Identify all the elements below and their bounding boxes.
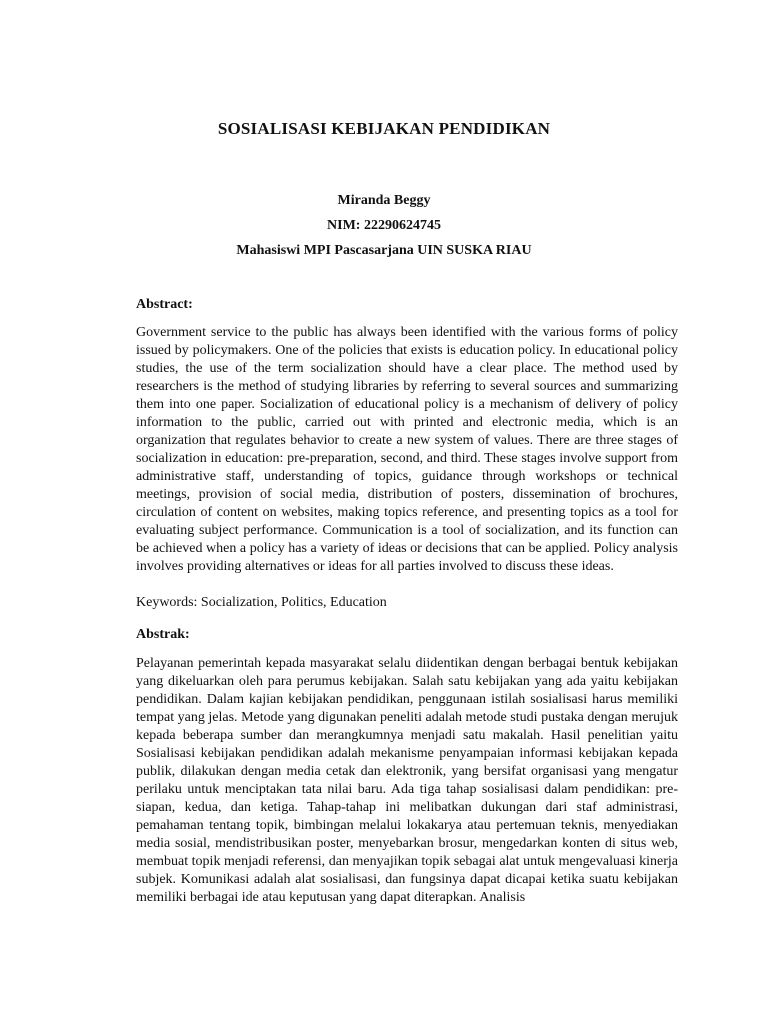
abstract-en-heading: Abstract: [136,297,193,312]
author-nim: NIM: 22290624745 [327,218,441,233]
author-name: Miranda Beggy [337,193,431,208]
paper-title: SOSIALISASI KEBIJAKAN PENDIDIKAN [217,119,551,138]
author-block [0,188,768,263]
abstract-id-body: Pelayanan pemerintah kepada masyarakat selalu diidentikan dengan berbagai bentuk kebijakan yang dikeluarkan oleh para perumus kebijakan. Salah satu kebijakan yang ada yaitu kebijakan pendidikan. Dalam kajian kebijakan pendidikan, penggunaan istilah sosialisasi harus memiliki tempat yang jelas. Metode yang digunakan peneliti adalah metode studi pustaka dengan merujuk kepada beberapa sumber dan merangkumnya menjadi satu makalah. Hasil penelitian yaitu Sosialisasi kebijakan pendidikan adalah mekanisme penyampaian informasi kebijakan kepada publik, dilakukan dengan media cetak dan elektronik, yang bersifat organisasi yang mengatur perilaku untuk menciptakan tata nilai baru. Ada tiga tahap sosialisasi dalam pendidikan: pre-siapan, kedua, dan ketiga. Tahap-tahap ini melibatkan dukungan dari staf administrasi, pemahaman tentang topik, bimbingan melalui lokakarya atau pertemuan teknis, menyediakan media sosial, mendistribusikan poster, menyebarkan brosur, mengedarkan konten di situs web, membuat topik menjadi referensi, dan menyajikan topik sebagai alat untuk mengevaluasi kinerja subjek. Komunikasi adalah alat sosialisasi, dan fungsinya dapat dicapai ketika suatu kebijakan memiliki berbagai ide atau keputusan yang dapat diterapkan. Analisis [136,656,678,905]
abstract-id-heading: Abstrak: [136,627,190,642]
keywords: Keywords: Socialization, Politics, Education [136,595,387,610]
abstract-en-body: Government service to the public has always been identified with the various forms of policy issued by policymakers. One of the policies that exists is education policy. In educational policy studies, the use of the term socialization should have a clear place. The method used by researchers is the method of studying libraries by referring to several sources and summarizing them into one paper. Socialization of educational policy is a mechanism of delivery of policy information to the public, carried out with printed and electronic media, which is an organization that regulates behavior to create a new system of values. There are three stages of socialization in education: pre-preparation, second, and third. These stages involve support from administrative staff, understanding of topics, guidance through workshops or technical meetings, provision of social media, distribution of posters, dissemination of brochures, circulation of content on websites, making topics reference, and presenting topics as a tool for evaluating subject performance. Communication is a tool of socialization, and its function can be achieved when a policy has a variety of ideas or decisions that can be applied. Policy analysis involves providing alternatives or ideas for all parties involved to discuss these ideas. [136,325,678,574]
author-affiliation: Mahasiswi MPI Pascasarjana UIN SUSKA RIAU [236,243,532,258]
